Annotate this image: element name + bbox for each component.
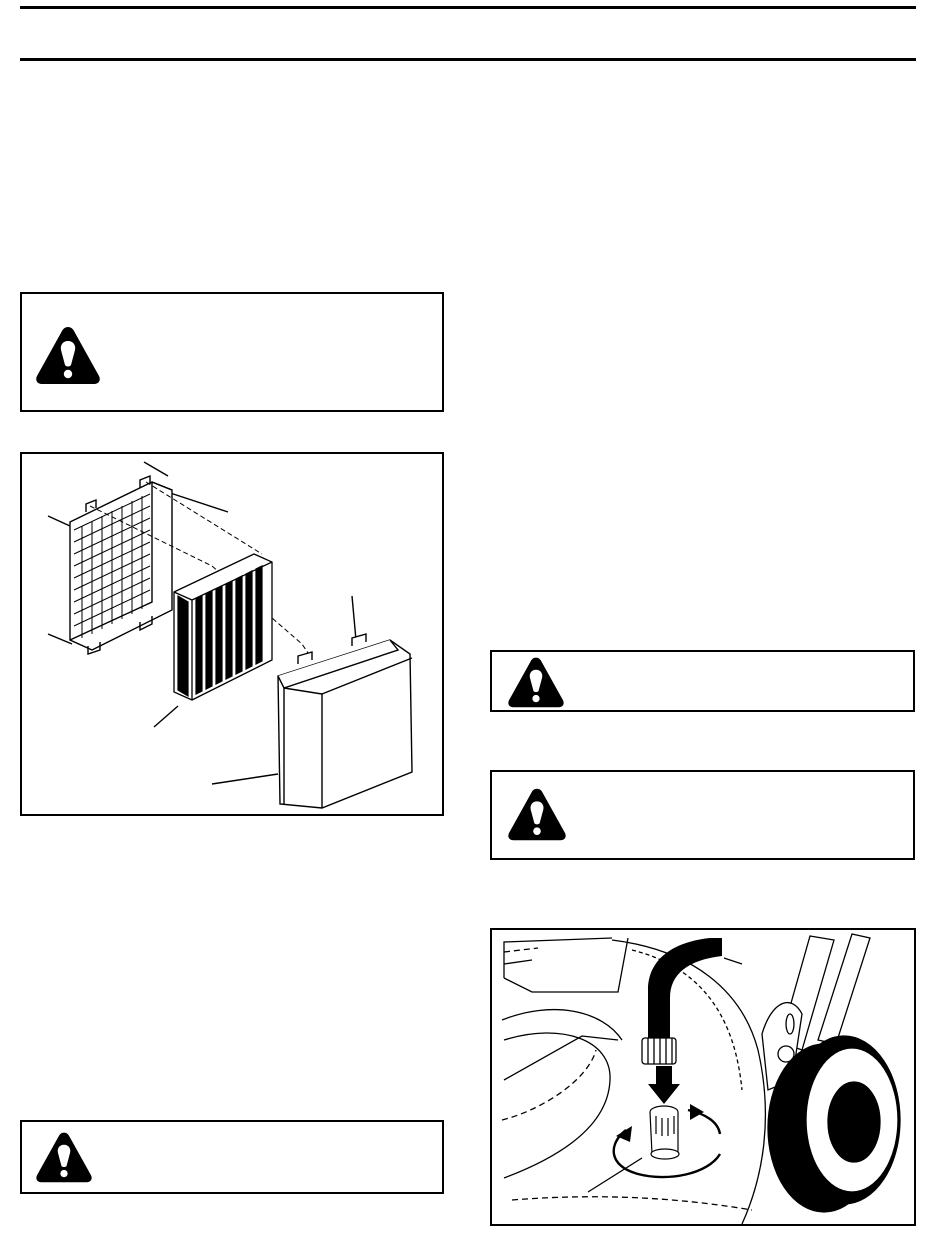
warning-triangle-icon <box>34 324 102 386</box>
warning-triangle-icon <box>34 1130 94 1184</box>
hose-connection-illustration <box>492 930 914 1224</box>
air-filter-figure <box>20 452 444 816</box>
warning-box-4 <box>20 1120 444 1194</box>
header-top-rule <box>20 6 916 9</box>
warning-triangle-icon <box>506 786 568 842</box>
air-filter-illustration <box>22 454 442 814</box>
warning-box-2 <box>490 650 915 712</box>
warning-triangle-icon <box>506 655 566 709</box>
warning-box-3 <box>490 770 915 860</box>
hose-connection-figure <box>490 928 916 1226</box>
header-bottom-rule <box>20 58 916 61</box>
warning-box-1 <box>20 292 444 412</box>
